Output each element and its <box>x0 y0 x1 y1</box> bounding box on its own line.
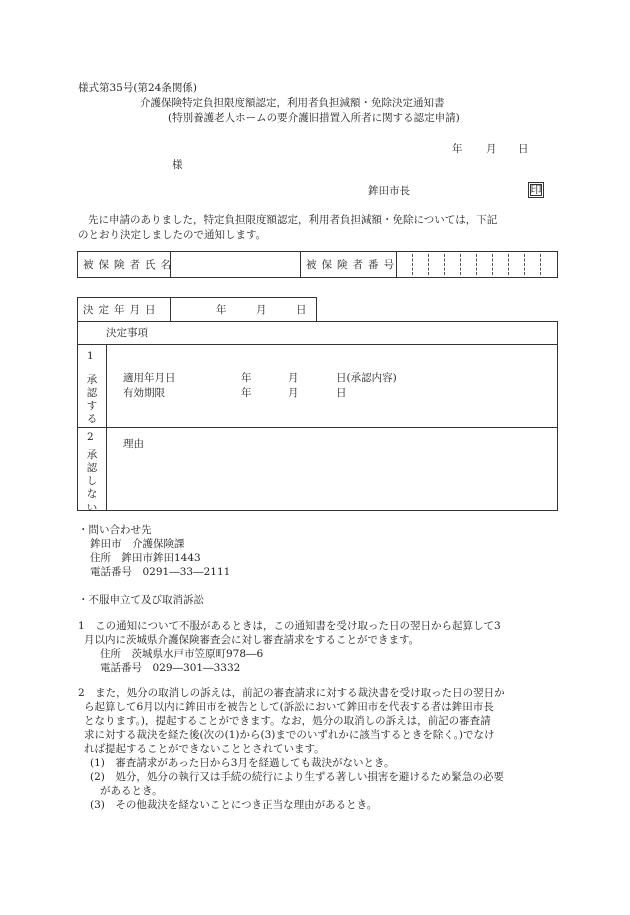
reject-label: 承認しない <box>86 449 98 514</box>
date-year-label: 年 <box>452 143 463 155</box>
reject-number: 2 <box>87 431 94 443</box>
appeal-p1-line1: 1 この通知について不服があるときは，この通知書を受け取った日の翌日から起算して3 <box>78 620 501 632</box>
appeal-p2-line5: れば提起することができないこととされています。 <box>84 743 325 755</box>
appeal-item-3: (3) その他裁決を経ないことにつき正当な理由があるとき。 <box>90 799 378 811</box>
appeal-p1-phone: 電話番号 029―301―3332 <box>100 662 241 674</box>
approve-label: 承認する <box>86 374 98 426</box>
appeal-p2-line3: となります。)，提起することができます。なお，処分の取消しの訴えは，前記の審査請 <box>84 715 491 727</box>
document-title: 介護保険特定負担限度額認定，利用者負担減額・免除決定通知書 <box>140 97 445 109</box>
insured-number-field[interactable] <box>397 252 557 277</box>
contact-org: 鉾田市 介護保険課 <box>90 538 185 550</box>
decision-table <box>77 321 558 514</box>
decision-date-day: 日 <box>296 304 307 316</box>
date-day-label: 日 <box>518 143 529 155</box>
appeal-p2-line1: 2 また，処分の取消しの訴えは，前記の審査請求に対する裁決書を受け取った日の翌日か <box>78 687 505 699</box>
decision-date-label: 決定年月日 <box>83 304 161 316</box>
appeal-heading: ・不服申立て及び取消訴訟 <box>78 594 204 606</box>
sender-name: 鉾田市長 <box>368 185 410 197</box>
document-subtitle: (特別養護老人ホームの要介護旧措置入所者に関する認定申請) <box>168 112 460 124</box>
appeal-item-2-line1: (2) 処分，処分の執行又は手続の続行により生ずる著しい損害を避けるため緊急の必要 <box>90 771 504 783</box>
apply-date-month: 月 <box>288 372 299 384</box>
appeal-p2-line2: ら起算して6月以内に鉾田市を被告として(訴訟において鉾田市を代表する者は鉾田市長 <box>84 701 494 713</box>
decision-date-year: 年 <box>216 304 227 316</box>
apply-date-label: 適用年月日 <box>123 372 176 384</box>
approve-number: 1 <box>87 350 94 362</box>
appeal-p2-line4: 求に対する裁決を経た後(次の(1)から(3)までのいずれかに該当するときを除く。)でなけ <box>84 729 495 741</box>
intro-line-1: 先に申請のありました，特定負担限度額認定，利用者負担減額・免除については，下記 <box>88 214 498 226</box>
decision-date-row <box>77 297 317 322</box>
apply-date-day: 日(承認内容) <box>336 372 397 384</box>
date-month-label: 月 <box>486 143 497 155</box>
insured-person-table <box>77 251 558 278</box>
seal-stamp: 印 <box>528 182 544 198</box>
contact-heading: ・問い合わせ先 <box>78 524 152 536</box>
insured-name-label: 被保険者氏名 <box>83 259 176 271</box>
validity-year: 年 <box>241 387 252 399</box>
validity-label: 有効期限 <box>123 387 165 399</box>
contact-phone: 電話番号 0291―33―2111 <box>90 566 231 578</box>
apply-date-year: 年 <box>241 372 252 384</box>
addressee-suffix: 様 <box>172 159 183 171</box>
appeal-p1-address: 住所 茨城県水戸市笠原町978―6 <box>100 648 264 660</box>
appeal-item-2-line2: があるとき。 <box>100 785 163 797</box>
reason-label: 理由 <box>123 438 144 450</box>
appeal-p1-line2: 月以内に茨城県介護保険審査会に対し審査請求をすることができます。 <box>84 634 420 646</box>
insured-number-label: 被保険者番号 <box>306 259 399 271</box>
insured-name-field[interactable] <box>171 252 299 277</box>
appeal-item-1: (1) 審査請求があった日から3月を経過しても裁決がないとき。 <box>90 757 395 769</box>
decision-date-month: 月 <box>256 304 267 316</box>
contact-address: 住所 鉾田市鉾田1443 <box>90 552 201 564</box>
validity-month: 月 <box>288 387 299 399</box>
validity-day: 日 <box>336 387 347 399</box>
decision-header: 決定事項 <box>106 327 148 339</box>
form-number: 様式第35号(第24条関係) <box>78 82 197 94</box>
intro-line-2: のとおり決定しましたので通知します。 <box>78 229 267 241</box>
